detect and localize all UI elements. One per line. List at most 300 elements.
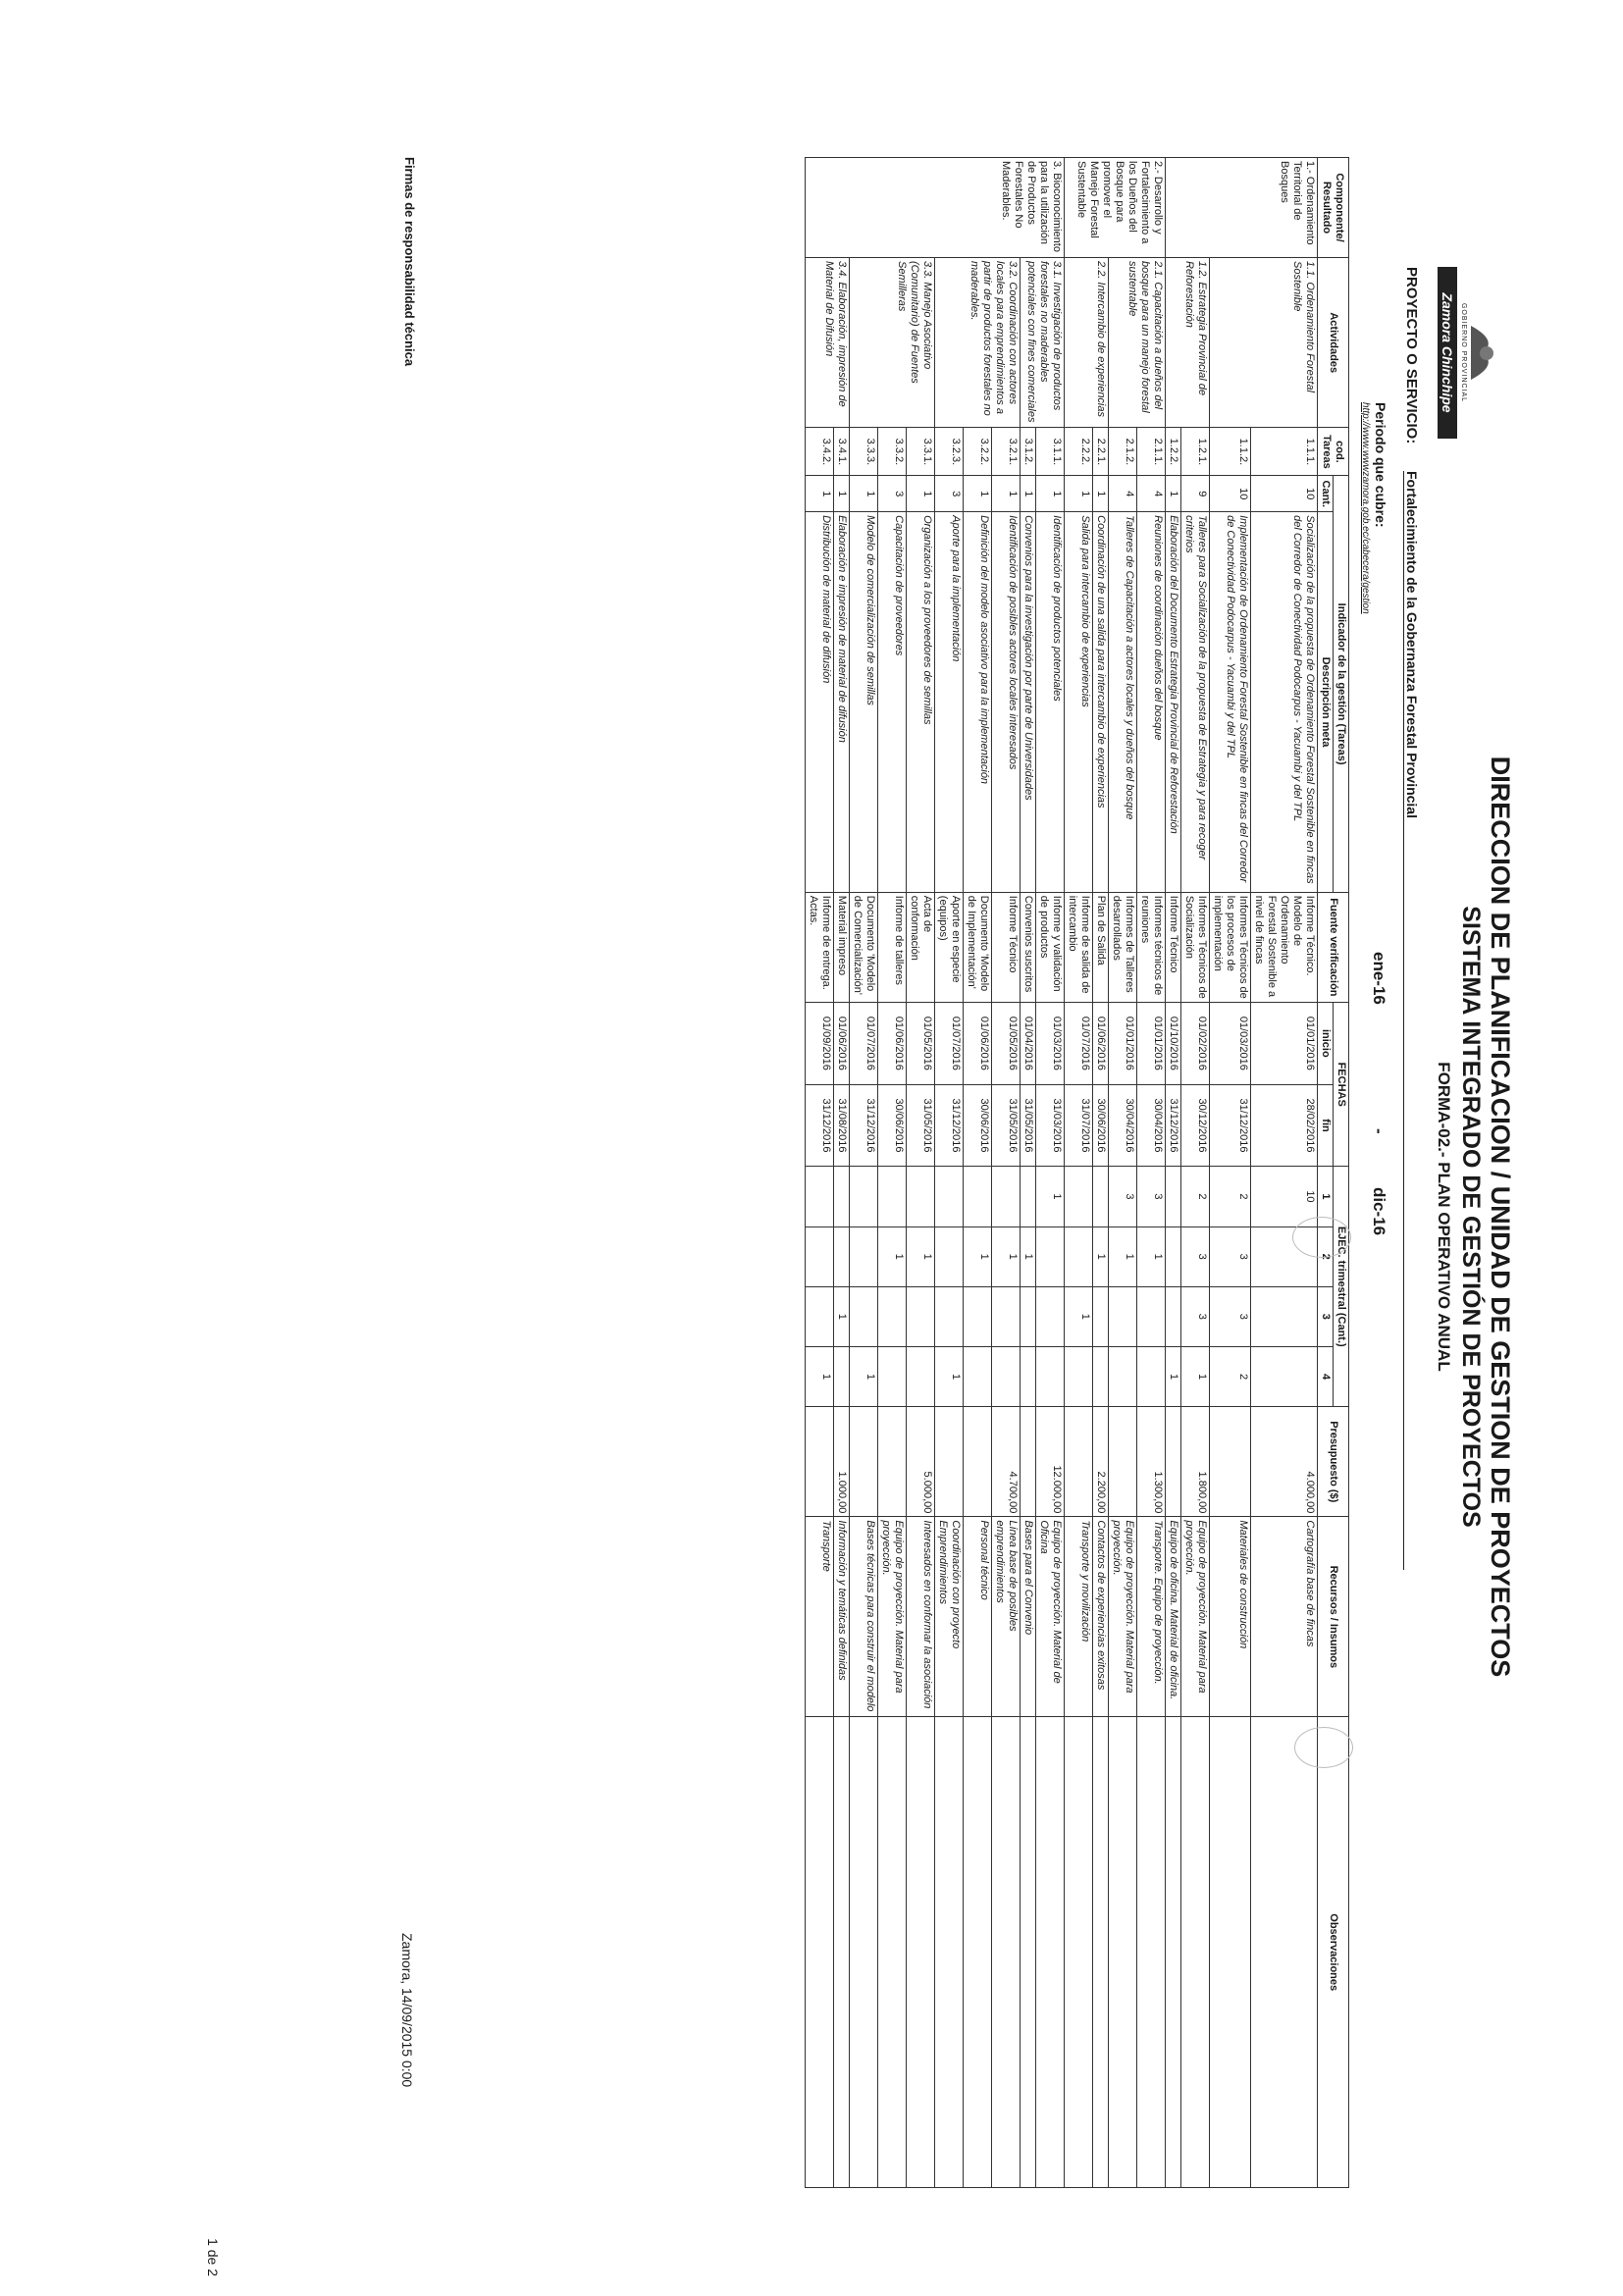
cell-inicio: 01/06/2016 bbox=[1093, 1003, 1109, 1085]
cell-recursos: Transporte. Equipo de proyección. bbox=[1137, 1517, 1166, 1717]
cell-t4 bbox=[834, 1346, 850, 1406]
cell-t3 bbox=[1093, 1286, 1109, 1346]
table-row bbox=[907, 158, 935, 2188]
cell-cod: 1.1.2. bbox=[1210, 428, 1251, 476]
cell-inicio: 01/10/2016 bbox=[1166, 1003, 1181, 1085]
cell-fin: 31/05/2016 bbox=[992, 1084, 1021, 1167]
period-url: http://www.wwwzamora.gob.ec/cabecera/gestion bbox=[1360, 402, 1371, 614]
project-label: PROYECTO O SERVICIO: bbox=[1403, 267, 1420, 444]
cell-fin: 31/05/2016 bbox=[1021, 1084, 1036, 1167]
cell-fuente: Aporte en especie (equipos) bbox=[935, 892, 964, 1002]
cell-inicio: 01/05/2016 bbox=[992, 1003, 1021, 1085]
cell-descripcion: Elaboración e impresión de material de difusión bbox=[834, 512, 850, 893]
cell-observaciones bbox=[1065, 1717, 1093, 2188]
cell-observaciones bbox=[1036, 1717, 1065, 2188]
cell-cod: 3.3.1. bbox=[907, 428, 935, 476]
cell-fuente: Informe y validación de productos bbox=[1036, 892, 1065, 1002]
cell-t2: 1 bbox=[1137, 1226, 1166, 1286]
cell-t4 bbox=[964, 1346, 992, 1406]
cell-fin: 30/04/2016 bbox=[1109, 1084, 1137, 1167]
cell-t1 bbox=[992, 1167, 1021, 1226]
cell-actividad: 3.3. Manejo Asociativo (Comunitario) de Fuentes Semilleras bbox=[850, 258, 935, 428]
cell-t3 bbox=[1251, 1286, 1318, 1346]
table-row bbox=[1210, 158, 1251, 2188]
cell-cod: 2.1.1. bbox=[1137, 428, 1166, 476]
cell-t3 bbox=[964, 1286, 992, 1346]
cell-t3 bbox=[935, 1286, 964, 1346]
cell-presupuesto bbox=[878, 1407, 907, 1517]
cell-fin: 30/04/2016 bbox=[1137, 1084, 1166, 1167]
cell-cant: 4 bbox=[1137, 476, 1166, 512]
cell-cant: 1 bbox=[1065, 476, 1093, 512]
cell-fuente: Informe de entrega. Actas. bbox=[806, 892, 834, 1002]
cell-presupuesto bbox=[850, 1407, 878, 1517]
cell-t3 bbox=[878, 1286, 907, 1346]
cell-descripcion: Talleres de Capacitación a actores locales y dueños del bosque bbox=[1109, 512, 1137, 893]
cell-t3: 1 bbox=[1065, 1286, 1093, 1346]
cell-presupuesto bbox=[1166, 1407, 1181, 1517]
cell-t4 bbox=[907, 1346, 935, 1406]
cell-t1 bbox=[907, 1167, 935, 1226]
cell-actividad: 2.1. Capacitación a dueños del bosque para un manejo forestal sustentable bbox=[1109, 258, 1166, 428]
cell-actividad: 1.2. Estrategia Provincial de Reforestación bbox=[1166, 258, 1210, 428]
cell-t2: 3 bbox=[1181, 1226, 1210, 1286]
col-ejec: EJEC. trimestral (Cant.) bbox=[1334, 1167, 1349, 1407]
cell-recursos: Interesados en conformar la asociación bbox=[907, 1517, 935, 1717]
cell-t3 bbox=[1166, 1286, 1181, 1346]
cell-cant: 1 bbox=[907, 476, 935, 512]
cell-descripcion: Definición del modelo asociativo para la implementación bbox=[964, 512, 992, 893]
cell-t3 bbox=[850, 1286, 878, 1346]
cell-t4 bbox=[1065, 1346, 1093, 1406]
cell-recursos: Cartografía base de fincas bbox=[1251, 1517, 1318, 1717]
table-row bbox=[850, 158, 878, 2188]
col-observaciones: Observaciones bbox=[1318, 1717, 1349, 2188]
cell-actividad: 3.2. Coordinación con actores locales para emprendimientos a partir de productos forestales no maderables. bbox=[935, 258, 1021, 428]
cell-descripcion: Talleres para Socialización de la propuesta de Estrategia y para recoger criterios bbox=[1181, 512, 1210, 893]
cell-t1 bbox=[806, 1167, 834, 1226]
cell-presupuesto: 4.000,00 bbox=[1251, 1407, 1318, 1517]
cell-presupuesto: 5.000,00 bbox=[907, 1407, 935, 1517]
table-row bbox=[1093, 158, 1109, 2188]
cell-recursos: Bases técnicas para construir el modelo bbox=[850, 1517, 878, 1717]
cell-observaciones bbox=[1166, 1717, 1181, 2188]
cell-t2 bbox=[806, 1226, 834, 1286]
cell-componente: 1.- Ordenamiento Territorial de Bosques bbox=[1166, 158, 1318, 258]
cell-descripcion: Aporte para la implementación bbox=[935, 512, 964, 893]
cell-t2 bbox=[1036, 1226, 1065, 1286]
cell-inicio: 01/01/2016 bbox=[1109, 1003, 1137, 1085]
col-indicador: Indicador de la gestión (Tareas) bbox=[1334, 476, 1349, 892]
period-end: dic-16 bbox=[1370, 1187, 1388, 1236]
cell-inicio: 01/05/2016 bbox=[907, 1003, 935, 1085]
cell-cod: 1.2.2. bbox=[1166, 428, 1181, 476]
scan-ring-mark bbox=[1292, 1217, 1351, 1258]
cell-cod: 2.2.2. bbox=[1065, 428, 1093, 476]
table-row bbox=[964, 158, 992, 2188]
cell-fin: 30/12/2016 bbox=[1181, 1084, 1210, 1167]
crest-icon bbox=[1467, 267, 1500, 439]
cell-t3 bbox=[806, 1286, 834, 1346]
table-row bbox=[1181, 158, 1210, 2188]
cell-fuente: Material impreso bbox=[834, 892, 850, 1002]
header-title: DIRECCION DE PLANIFICACION / UNIDAD DE GESTION DE PROYECTOS bbox=[1486, 756, 1515, 1678]
cell-recursos: Equipo de proyección. Material de Oficina bbox=[1036, 1517, 1065, 1717]
cell-presupuesto bbox=[964, 1407, 992, 1517]
cell-cant: 1 bbox=[1021, 476, 1036, 512]
cell-t4 bbox=[992, 1346, 1021, 1406]
cell-observaciones bbox=[850, 1717, 878, 2188]
cell-recursos: Línea base de posibles emprendimientos bbox=[992, 1517, 1021, 1717]
cell-inicio: 01/02/2016 bbox=[1181, 1003, 1210, 1085]
cell-cod: 2.1.2. bbox=[1109, 428, 1137, 476]
cell-t4 bbox=[1251, 1346, 1318, 1406]
cell-t1 bbox=[878, 1167, 907, 1226]
cell-t2: 1 bbox=[1021, 1226, 1036, 1286]
cell-actividad: 2.2. Intercambio de experiencias bbox=[1065, 258, 1109, 428]
cell-t3 bbox=[992, 1286, 1021, 1346]
cell-t4: 1 bbox=[1181, 1346, 1210, 1406]
cell-observaciones bbox=[1210, 1717, 1251, 2188]
logo-text: Zamora Chinchipe bbox=[1438, 267, 1457, 439]
cell-inicio: 01/09/2016 bbox=[806, 1003, 834, 1085]
cell-cod: 3.2.2. bbox=[964, 428, 992, 476]
cell-fuente: Informes Técnicos de los procesos de implementación bbox=[1210, 892, 1251, 1002]
cell-descripcion: Coordinación de una salida para intercambio de experiencias bbox=[1093, 512, 1109, 893]
col-t4: 4 bbox=[1318, 1346, 1334, 1406]
cell-cant: 10 bbox=[1251, 476, 1318, 512]
cell-cod: 3.4.1. bbox=[834, 428, 850, 476]
cell-recursos: Contactos de experiencias exitosas bbox=[1093, 1517, 1109, 1717]
cell-descripcion: Identificación de productos potenciales bbox=[1036, 512, 1065, 893]
cell-t3: 3 bbox=[1181, 1286, 1210, 1346]
cell-fuente: Informes de Talleres desarrollados bbox=[1109, 892, 1137, 1002]
cell-t3: 1 bbox=[834, 1286, 850, 1346]
cell-fin: 28/02/2016 bbox=[1251, 1084, 1318, 1167]
cell-componente: 2.- Desarrollo y Fortalecimiento a los Dueños del Bosque para promover el Manejo Forestal Sustentable bbox=[1065, 158, 1166, 258]
table-row bbox=[1109, 158, 1137, 2188]
cell-t3: 3 bbox=[1210, 1286, 1251, 1346]
cell-observaciones bbox=[907, 1717, 935, 2188]
cell-recursos: Personal técnico bbox=[964, 1517, 992, 1717]
col-descripcion: Descripción meta bbox=[1318, 512, 1334, 893]
cell-cant: 9 bbox=[1181, 476, 1210, 512]
cell-observaciones bbox=[834, 1717, 850, 2188]
cell-cod: 3.3.2. bbox=[878, 428, 907, 476]
cell-observaciones bbox=[1093, 1717, 1109, 2188]
cell-cant: 4 bbox=[1109, 476, 1137, 512]
cell-actividad: 3.4. Elaboración, impresión de Material de Difusión bbox=[806, 258, 850, 428]
cell-presupuesto bbox=[1065, 1407, 1093, 1517]
table-row bbox=[935, 158, 964, 2188]
cell-t2: 1 bbox=[1093, 1226, 1109, 1286]
cell-t2: 1 bbox=[907, 1226, 935, 1286]
cell-cant: 1 bbox=[1036, 476, 1065, 512]
table-row bbox=[878, 158, 907, 2188]
cell-presupuesto: 12.000,00 bbox=[1036, 1407, 1065, 1517]
cell-recursos: Equipo de proyección. Material para proyección. bbox=[1109, 1517, 1137, 1717]
cell-actividad: 3.1. Investigación de productos forestales no maderables potenciales con fines comerciales bbox=[1021, 258, 1065, 428]
cell-t2 bbox=[850, 1226, 878, 1286]
cell-cant: 3 bbox=[878, 476, 907, 512]
cell-descripcion: Socialización de la propuesta de Ordenamiento Forestal Sostenible en fincas del Corredor de Conectividad Podocarpus - Yacuambi y del TPL bbox=[1251, 512, 1318, 893]
rotated-form-sheet bbox=[162, 157, 1516, 2276]
cell-t2: 1 bbox=[992, 1226, 1021, 1286]
cell-observaciones bbox=[1109, 1717, 1137, 2188]
cell-presupuesto bbox=[806, 1407, 834, 1517]
cell-cod: 3.1.1. bbox=[1036, 428, 1065, 476]
cell-presupuesto: 4.700,00 bbox=[992, 1407, 1021, 1517]
cell-fin: 30/06/2016 bbox=[1093, 1084, 1109, 1167]
cell-t4: 1 bbox=[935, 1346, 964, 1406]
cell-t2 bbox=[1166, 1226, 1181, 1286]
cell-presupuesto: 2.200,00 bbox=[1093, 1407, 1109, 1517]
cell-t2 bbox=[935, 1226, 964, 1286]
cell-t1: 1 bbox=[1036, 1167, 1065, 1226]
col-presupuesto: Presupuesto ($) bbox=[1318, 1407, 1349, 1517]
cell-t1 bbox=[850, 1167, 878, 1226]
cell-inicio: 01/07/2016 bbox=[850, 1003, 878, 1085]
cell-observaciones bbox=[878, 1717, 907, 2188]
cell-t2: 1 bbox=[964, 1226, 992, 1286]
cell-descripcion: Salida para intercambio de experiencias bbox=[1065, 512, 1093, 893]
col-componente: Componente/ Resultado bbox=[1318, 158, 1349, 258]
cell-cant: 1 bbox=[834, 476, 850, 512]
col-cod: cod. Tareas bbox=[1318, 428, 1349, 476]
cell-descripcion: Elaboración del Documento Estrategia Provincial de Reforestación bbox=[1166, 512, 1181, 893]
cell-t3 bbox=[1036, 1286, 1065, 1346]
cell-t1 bbox=[1093, 1167, 1109, 1226]
col-fuente: Fuente verificación bbox=[1318, 892, 1349, 1002]
cell-cod: 3.4.2. bbox=[806, 428, 834, 476]
col-fechas: FECHAS bbox=[1334, 1003, 1349, 1167]
cell-t2: 1 bbox=[878, 1226, 907, 1286]
cell-cant: 1 bbox=[850, 476, 878, 512]
cell-recursos: Información y temáticas definidas bbox=[834, 1517, 850, 1717]
cell-t4: 1 bbox=[850, 1346, 878, 1406]
cell-recursos: Equipo de oficina. Material de oficina. bbox=[1166, 1517, 1181, 1717]
col-t1: 1 bbox=[1318, 1167, 1334, 1226]
cell-t2: 1 bbox=[1109, 1226, 1137, 1286]
cell-fin: 31/12/2016 bbox=[1210, 1084, 1251, 1167]
cell-descripcion: Capacitación de proveedores bbox=[878, 512, 907, 893]
cell-cod: 3.2.3. bbox=[935, 428, 964, 476]
cell-cod: 1.2.1. bbox=[1181, 428, 1210, 476]
cell-fuente: Informes técnicos de reuniones bbox=[1137, 892, 1166, 1002]
cell-inicio: 01/01/2016 bbox=[1137, 1003, 1166, 1085]
cell-t2: 3 bbox=[1210, 1226, 1251, 1286]
cell-t1 bbox=[1021, 1167, 1036, 1226]
cell-cod: 2.2.1. bbox=[1093, 428, 1109, 476]
cell-inicio: 01/03/2016 bbox=[1036, 1003, 1065, 1085]
col-t3: 3 bbox=[1318, 1286, 1334, 1346]
cell-t3 bbox=[907, 1286, 935, 1346]
cell-inicio: 01/04/2016 bbox=[1021, 1003, 1036, 1085]
cell-presupuesto: 1.300,00 bbox=[1137, 1407, 1166, 1517]
cell-fuente: Informe Técnico bbox=[992, 892, 1021, 1002]
cell-t4 bbox=[1021, 1346, 1036, 1406]
header-form-code: FORMA-02.- PLAN OPERATIVO ANUAL bbox=[1435, 1062, 1453, 1372]
cell-fin: 30/06/2016 bbox=[964, 1084, 992, 1167]
cell-descripcion: Modelo de comercialización de semillas bbox=[850, 512, 878, 893]
cell-cant: 1 bbox=[1166, 476, 1181, 512]
col-cant: Cant. bbox=[1318, 476, 1334, 512]
place-date: Zamora, 14/09/2015 0:00 bbox=[399, 1933, 415, 2088]
cell-fuente: Informe Técnico. Modelo de Ordenamiento Forestal Sostenible a nivel de fincas bbox=[1251, 892, 1318, 1002]
cell-presupuesto bbox=[1021, 1407, 1036, 1517]
cell-fin: 31/12/2016 bbox=[850, 1084, 878, 1167]
col-recursos: Recursos / Insumos bbox=[1318, 1517, 1349, 1717]
cell-t1: 2 bbox=[1210, 1167, 1251, 1226]
cell-presupuesto bbox=[1210, 1407, 1251, 1517]
cell-fuente: Documento 'Modelo de Implementación' bbox=[964, 892, 992, 1002]
cell-t4 bbox=[1137, 1346, 1166, 1406]
cell-inicio: 01/06/2016 bbox=[878, 1003, 907, 1085]
cell-fin: 31/07/2016 bbox=[1065, 1084, 1093, 1167]
table-row bbox=[1036, 158, 1065, 2188]
cell-cant: 1 bbox=[964, 476, 992, 512]
cell-t4 bbox=[1109, 1346, 1137, 1406]
cell-cant: 1 bbox=[992, 476, 1021, 512]
cell-descripcion: Implementación de Ordenamiento Forestal Sostenible en fincas del Corredor de Conectividad Podocarpus - Yacuambi y del TPL bbox=[1210, 512, 1251, 893]
col-actividades: Actividades bbox=[1318, 258, 1349, 428]
cell-cod: 3.1.2. bbox=[1021, 428, 1036, 476]
cell-inicio: 01/07/2016 bbox=[935, 1003, 964, 1085]
cell-t3 bbox=[1021, 1286, 1036, 1346]
poa-table-body bbox=[806, 158, 1318, 2188]
cell-inicio: 01/01/2016 bbox=[1251, 1003, 1318, 1085]
cell-fuente: Plan de Salida bbox=[1093, 892, 1109, 1002]
period-label: Periodo que cubre: bbox=[1373, 402, 1388, 528]
cell-t3 bbox=[1109, 1286, 1137, 1346]
cell-presupuesto bbox=[935, 1407, 964, 1517]
cell-t1: 3 bbox=[1109, 1167, 1137, 1226]
period-dash: - bbox=[1370, 1128, 1388, 1134]
cell-inicio: 01/06/2016 bbox=[964, 1003, 992, 1085]
cell-recursos: Equipo de proyección. Material para proyección. bbox=[1181, 1517, 1210, 1717]
table-row bbox=[1166, 158, 1181, 2188]
cell-descripcion: Reuniones de coordinación dueños del bosque bbox=[1137, 512, 1166, 893]
cell-descripcion: Convenios para la investigación por parte de Universidades bbox=[1021, 512, 1036, 893]
cell-fin: 31/05/2016 bbox=[907, 1084, 935, 1167]
cell-t3 bbox=[1137, 1286, 1166, 1346]
cell-cant: 10 bbox=[1210, 476, 1251, 512]
cell-fuente: Informes Técnicos de Socialización bbox=[1181, 892, 1210, 1002]
project-value: Fortalecimiento de la Gobernanza Forestal Provincial bbox=[1403, 471, 1420, 1570]
cell-t2 bbox=[1065, 1226, 1093, 1286]
cell-fin: 31/03/2016 bbox=[1036, 1084, 1065, 1167]
table-row bbox=[806, 158, 834, 2188]
cell-cod: 3.2.1. bbox=[992, 428, 1021, 476]
cell-recursos: Transporte y movilización bbox=[1065, 1517, 1093, 1717]
logo-top-text: GOBIERNO PROVINCIAL bbox=[1460, 302, 1467, 403]
cell-descripcion: Distribución de material de difusión bbox=[806, 512, 834, 893]
col-fin: fin bbox=[1318, 1084, 1334, 1167]
cell-presupuesto bbox=[1109, 1407, 1137, 1517]
cell-cod: 3.3.3. bbox=[850, 428, 878, 476]
cell-t1: 3 bbox=[1137, 1167, 1166, 1226]
col-inicio: inicio bbox=[1318, 1003, 1334, 1085]
cell-t4 bbox=[1036, 1346, 1065, 1406]
table-row bbox=[1065, 158, 1093, 2188]
cell-t1 bbox=[935, 1167, 964, 1226]
cell-inicio: 01/03/2016 bbox=[1210, 1003, 1251, 1085]
col-t2: 2 bbox=[1318, 1226, 1334, 1286]
table-row bbox=[1137, 158, 1166, 2188]
cell-t4 bbox=[878, 1346, 907, 1406]
cell-componente: 3. Bioconocimiento para la utilización de Productos Forestales No Maderables. bbox=[806, 158, 1065, 258]
cell-fin: 30/06/2016 bbox=[878, 1084, 907, 1167]
cell-observaciones bbox=[964, 1717, 992, 2188]
cell-recursos: Bases para el Convenio bbox=[1021, 1517, 1036, 1717]
cell-t4 bbox=[1093, 1346, 1109, 1406]
cell-fin: 31/12/2016 bbox=[806, 1084, 834, 1167]
cell-t2 bbox=[834, 1226, 850, 1286]
cell-inicio: 01/07/2016 bbox=[1065, 1003, 1093, 1085]
cell-cant: 3 bbox=[935, 476, 964, 512]
cell-t1 bbox=[834, 1167, 850, 1226]
cell-fuente: Documento 'Modelo de Comercialización' bbox=[850, 892, 878, 1002]
cell-fuente: Informe de salida de intercambio bbox=[1065, 892, 1093, 1002]
cell-observaciones bbox=[1021, 1717, 1036, 2188]
cell-t1: 2 bbox=[1181, 1167, 1210, 1226]
cell-fuente: Convenios suscritos bbox=[1021, 892, 1036, 1002]
table-row bbox=[992, 158, 1021, 2188]
cell-fuente: Acta de conformación bbox=[907, 892, 935, 1002]
cell-t4: 2 bbox=[1210, 1346, 1251, 1406]
cell-recursos: Transporte bbox=[806, 1517, 834, 1717]
cell-t4: 1 bbox=[1166, 1346, 1181, 1406]
cell-inicio: 01/06/2016 bbox=[834, 1003, 850, 1085]
cell-observaciones bbox=[1251, 1717, 1318, 2188]
page-number: 1 de 2 bbox=[205, 2238, 221, 2276]
cell-t1 bbox=[1065, 1167, 1093, 1226]
cell-fin: 31/08/2016 bbox=[834, 1084, 850, 1167]
table-row bbox=[834, 158, 850, 2188]
cell-descripcion: Identificación de posibles actores locales interesados bbox=[992, 512, 1021, 893]
cell-descripcion: Organización a los proveedores de semillas bbox=[907, 512, 935, 893]
cell-observaciones bbox=[1137, 1717, 1166, 2188]
cell-cant: 1 bbox=[1093, 476, 1109, 512]
cell-recursos: Coordinación con proyecto Emprendimientos bbox=[935, 1517, 964, 1717]
cell-observaciones bbox=[1181, 1717, 1210, 2188]
table-row bbox=[1021, 158, 1036, 2188]
cell-recursos: Equipo de proyección. Material para proyección. bbox=[878, 1517, 907, 1717]
cell-cod: 1.1.1. bbox=[1251, 428, 1318, 476]
cell-fin: 31/12/2016 bbox=[935, 1084, 964, 1167]
cell-fuente: Informe de talleres bbox=[878, 892, 907, 1002]
cell-t1 bbox=[1166, 1167, 1181, 1226]
table-row bbox=[1251, 158, 1318, 2188]
cell-cant: 1 bbox=[806, 476, 834, 512]
cell-presupuesto: 1.800,00 bbox=[1181, 1407, 1210, 1517]
cell-t4: 1 bbox=[806, 1346, 834, 1406]
header-subtitle: SISTEMA INTEGRADO DE GESTIÓN DE PROYECTOS bbox=[1457, 906, 1485, 1528]
period-start: ene-16 bbox=[1370, 952, 1388, 1005]
cell-fuente: Informe Técnico bbox=[1166, 892, 1181, 1002]
provincial-logo bbox=[1438, 267, 1500, 439]
cell-fin: 31/12/2016 bbox=[1166, 1084, 1181, 1167]
cell-observaciones bbox=[992, 1717, 1021, 2188]
cell-t1: 10 bbox=[1251, 1167, 1318, 1226]
cell-observaciones bbox=[935, 1717, 964, 2188]
cell-recursos: Materiales de construcción bbox=[1210, 1517, 1251, 1717]
cell-observaciones bbox=[806, 1717, 834, 2188]
scan-ring-mark bbox=[1294, 1727, 1353, 1768]
cell-presupuesto: 1.000,00 bbox=[834, 1407, 850, 1517]
cell-actividad: 1.1. Ordenamiento Forestal Sostenible bbox=[1210, 258, 1318, 428]
cell-t1 bbox=[964, 1167, 992, 1226]
